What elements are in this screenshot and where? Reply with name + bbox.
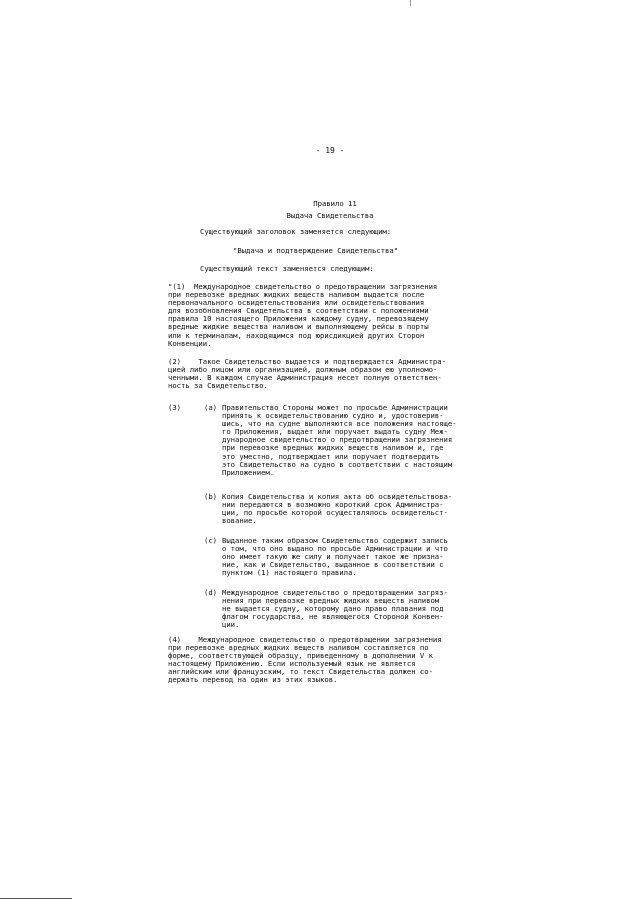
footer-rule [0,898,72,899]
subitem-a-text [222,404,457,477]
paragraph-line: вование. [222,516,257,526]
paragraph-line: флагом государства, не являющегося Стороной Конвен- [222,612,444,622]
paragraph-line: Конвенции. [168,338,212,348]
paragraph-line: Приложением. [222,467,275,477]
paragraph-line: при перевозке вредных жидких веществ наливом выдается после [168,290,425,300]
paragraph-line: нии передаются в возможно короткий срок Администра- [222,500,444,510]
paragraph-line: форме, соответствующей образцу, приведенному в дополнении V к [168,651,433,661]
paragraph-line: (2) Такое Свидетельство выдается и подтверждается Администра- [168,357,446,366]
paragraph-line: или к терминалам, находящимся под юрисдикцией других Сторон [168,330,425,340]
paragraph-line: при перевозке вредных жидких веществ наливом и, где [222,443,444,453]
scan-mark [410,0,411,6]
intro-text-replacement: Существующий текст заменяется следующим: [200,264,374,273]
rule-title: Правило 11 [313,199,357,208]
subitem-a-label: (a) [204,403,218,412]
paragraph-line: для возобновления Свидетельства в соответствии с положениями [168,306,429,316]
paragraph-line: Выданное таким образом Свидетельство содержит запись [222,536,448,545]
paragraph-3-label: (3) [168,403,182,412]
paragraph-line: при перевозке вредных жидких веществ наливом составляется по [168,643,429,653]
paragraph-line: цией либо лицом или организацией, должным образом ею уполномо- [168,365,438,375]
paragraph-line: ченными. В каждом случае Администрация несет полную ответствен- [168,373,442,383]
paragraph-line: ции, по просьбе которой осуществлялось освидетельст- [222,508,448,518]
paragraph-line: Правительство Стороны может по просьбе Администрации [222,403,448,412]
paragraph-line: английским или французским, то текст Свидетельства должен со- [168,667,433,677]
subitem-b-label: (b) [204,492,218,501]
paragraph-line: настоящему Приложению. Если используемый язык не является [168,659,416,669]
new-heading-quote: "Выдача и подтверждение Свидетельства" [233,246,399,255]
paragraph-line: ность за Свидетельство. [168,381,268,391]
subitem-b-text [222,493,452,525]
paragraph-line: держать перевод на один из этих языков. [168,675,338,685]
paragraph-line: нения при перевозке вредных жидких веществ наливом [222,596,440,606]
paragraph-line: пунктом (1) настоящего правила. [222,568,357,578]
paragraph-line: вредные жидкие вещества наливом и выполняющему рейсы в порты [168,322,429,332]
paragraph-line: принять к освидетельствованию судно и, удостоверив- [222,411,444,421]
section-title: Выдача Свидетельства [286,211,374,220]
paragraph-4 [168,636,442,685]
paragraph-line: правила 10 настоящего Приложения каждому судну, перевозящему [168,314,429,324]
paragraph-line: ние, как и Свидетельство, выданное в соответствии с [222,560,444,570]
paragraph-line: ции. [222,620,240,630]
paragraph-line: "(1) Международное свидетельство о предотвращении загрязнения [168,282,438,291]
subitem-c-text [222,537,448,577]
paragraph-line: дународное свидетельство о предотвращении загрязнения [222,435,453,445]
paragraph-line: первоначального освидетельствования или освидетельствования [168,298,425,308]
paragraph-line: это Свидетельство на судно в соответствии с настоящим [222,459,453,469]
paragraph-line: не выдается судну, которому дано право плавания под [222,604,444,614]
paragraph-line: это уместно, подтверждает или поручает подтвердить [222,451,440,461]
paragraph-1 [168,283,437,348]
paragraph-line: Международное свидетельство о предотвращении загряз- [222,588,448,597]
intro-heading-replacement: Существующий заголовок заменяется следующим: [200,227,392,236]
subitem-d-label: (d) [204,588,218,597]
subitem-c-label: (c) [204,536,218,545]
paragraph-line: го Приложения, выдает или поручает выдать судну Меж- [222,427,448,437]
paragraph-line: о том, что оно выдано по просьбе Администрации и что [222,544,448,554]
paragraph-line: (4) Международное свидетельство о предотвращении загрязнения [168,635,442,644]
paragraph-line: Копия Свидетельства и копия акта об освидетельствова- [222,492,453,501]
paragraph-line: оно имеет такую же силу и получает такое же призна- [222,552,444,562]
paragraph-2 [168,358,446,390]
paragraph-line: шись, что на судне выполняются все положения настояще- [222,419,457,429]
page-number: - 19 - [315,146,345,155]
subitem-d-text [222,589,448,629]
